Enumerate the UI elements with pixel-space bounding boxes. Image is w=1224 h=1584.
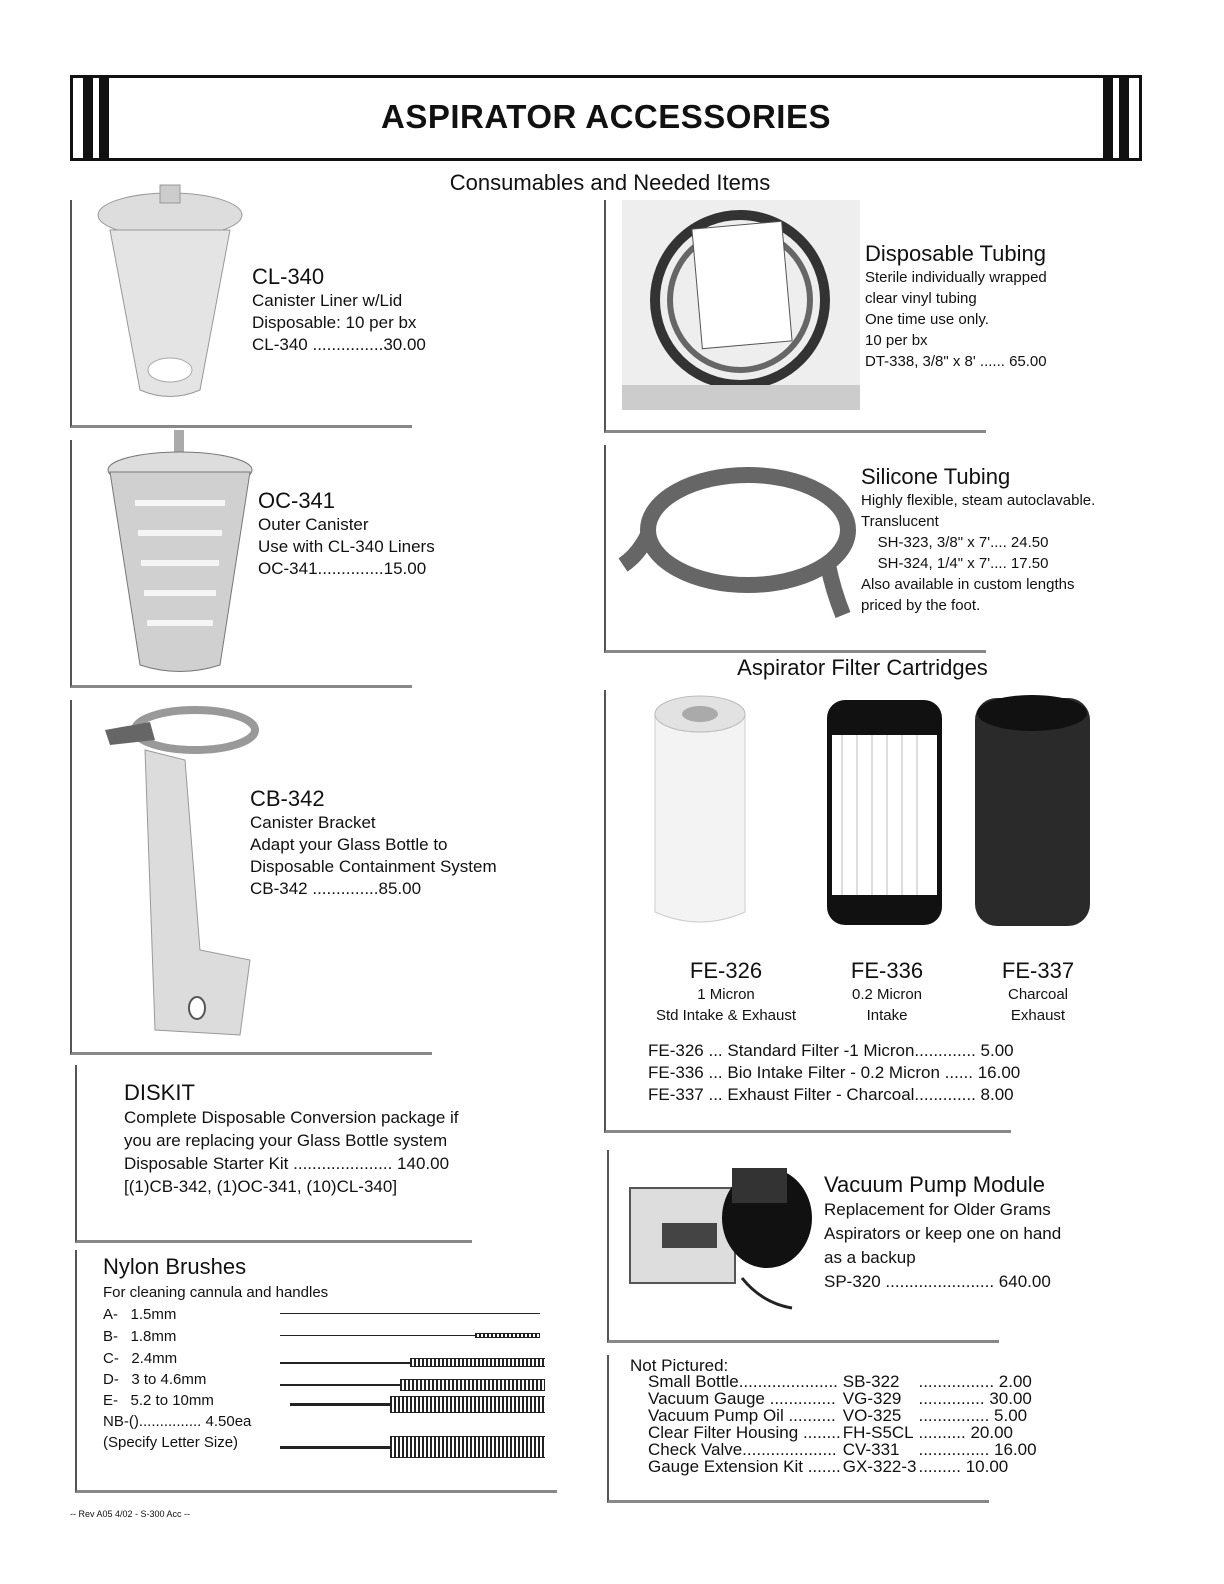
filter-price-list [648, 1040, 1020, 1106]
brush-row-c: C- 2.4mm [103, 1350, 178, 1367]
not-pictured-code: VO-325 [842, 1406, 902, 1425]
filter-fe336-line-2: Intake [866, 1007, 908, 1024]
cb342-price: CB-342 ..............85.00 [250, 879, 422, 898]
outer-canister-image [100, 430, 260, 680]
filter-fe337-image [970, 688, 1095, 933]
diskit-line-2: you are replacing your Glass Bottle system [124, 1131, 448, 1150]
filter-fe326-line-2: Std Intake & Exhaust [655, 1007, 797, 1024]
brush-e-bristles [390, 1396, 545, 1413]
not-pictured-table [648, 1373, 1037, 1475]
filter-fe336-line-1: 0.2 Micron [851, 986, 923, 1003]
oc341-block [258, 488, 518, 580]
cl340-line-1: Canister Liner w/Lid [252, 291, 403, 310]
filter-fe337-label [978, 958, 1098, 1026]
not-pictured-code: GX-322-3 [842, 1457, 917, 1476]
not-pictured-name: Vacuum Pump Oil .......... [648, 1406, 836, 1425]
disposable-tubing-line-4: 10 per bx [865, 332, 928, 349]
cb342-line-3: Disposable Containment System [250, 857, 497, 876]
disposable-tubing-image [622, 200, 860, 410]
cb342-code: CB-342 [250, 786, 325, 811]
disposable-tubing-title: Disposable Tubing [865, 241, 1047, 266]
brush-d-bristles [400, 1379, 545, 1391]
page-title: ASPIRATOR ACCESSORIES [381, 98, 831, 135]
brush-row-nb: NB-()............... 4.50ea [103, 1413, 252, 1430]
not-pictured-row [648, 1390, 1037, 1407]
canister-liner-image [90, 175, 250, 410]
header-banner [70, 75, 1142, 161]
cb342-line-2: Adapt your Glass Bottle to [250, 835, 448, 854]
silicone-tubing-title: Silicone Tubing [861, 464, 1011, 489]
cl340-code: CL-340 [252, 264, 325, 289]
not-pictured-row [648, 1441, 1037, 1458]
disposable-tubing-line-1: Sterile individually wrapped [865, 269, 1047, 286]
filter-fe326-code: FE-326 [689, 958, 763, 983]
brush-c-bristles [410, 1358, 545, 1367]
cl340-line-2: Disposable: 10 per bx [252, 313, 417, 332]
oc341-line-1: Outer Canister [258, 515, 369, 534]
filter-fe336-image [822, 690, 947, 935]
brush-b-bristles [475, 1333, 540, 1338]
filter-fe326-line-1: 1 Micron [697, 986, 755, 1003]
brush-row-specify: (Specify Letter Size) [103, 1434, 239, 1451]
not-pictured-price: ................ 2.00 [918, 1372, 1032, 1391]
silicone-tubing-line-2: Translucent [861, 513, 939, 530]
filters-title: Aspirator Filter Cartridges [737, 655, 988, 680]
filter-fe326-image [650, 692, 750, 932]
vacuum-pump-line-1: Replacement for Older Grams [824, 1200, 1051, 1219]
disposable-tubing-line-2: clear vinyl tubing [865, 290, 977, 307]
cl340-price: CL-340 ...............30.00 [252, 335, 426, 354]
not-pictured-title: Not Pictured: [630, 1356, 729, 1375]
diskit-line-4: [(1)CB-342, (1)OC-341, (10)CL-340] [124, 1177, 398, 1196]
vacuum-pump-title: Vacuum Pump Module [824, 1172, 1045, 1197]
filter-fe336-code: FE-336 [850, 958, 924, 983]
not-pictured-code: VG-329 [842, 1389, 902, 1408]
brush-a-image [280, 1313, 540, 1314]
nylon-title: Nylon Brushes [103, 1254, 247, 1279]
filter-fe336-label [827, 958, 947, 1026]
filter-price-fe326: FE-326 ... Standard Filter -1 Micron............. 5.00 [648, 1041, 1014, 1060]
filter-fe337-line-2: Exhaust [1010, 1007, 1066, 1024]
consumables-title: Consumables and Needed Items [449, 170, 771, 195]
not-pictured-row [648, 1407, 1037, 1424]
not-pictured-name: Check Valve.................... [648, 1440, 837, 1459]
not-pictured-name: Gauge Extension Kit ....... [648, 1457, 841, 1476]
cb342-line-1: Canister Bracket [250, 813, 376, 832]
disposable-tubing-line-3: One time use only. [865, 311, 989, 328]
oc341-line-2: Use with CL-340 Liners [258, 537, 435, 556]
not-pictured-name: Vacuum Gauge .............. [648, 1389, 836, 1408]
not-pictured-name: Small Bottle..................... [648, 1372, 838, 1391]
filter-fe337-line-1: Charcoal [1007, 986, 1069, 1003]
not-pictured-row [648, 1424, 1037, 1441]
not-pictured-price: ......... 10.00 [918, 1457, 1009, 1476]
silicone-tubing-line-1: Highly flexible, steam autoclavable. [861, 492, 1096, 509]
cb342-block [250, 786, 550, 900]
silicone-tubing-line-5: Also available in custom lengths [861, 576, 1075, 593]
filter-fe326-label [636, 958, 816, 1026]
not-pictured-price: .......... 20.00 [918, 1423, 1013, 1442]
silicone-tubing-sh323: SH-323, 3/8" x 7'.... 24.50 [861, 534, 1049, 551]
diskit-block [124, 1080, 524, 1198]
diskit-line-1: Complete Disposable Conversion package if [124, 1108, 459, 1127]
filter-price-fe336: FE-336 ... Bio Intake Filter - 0.2 Micron ...... 16.00 [648, 1063, 1021, 1082]
vacuum-pump-image [622, 1148, 822, 1318]
vacuum-pump-line-2: Aspirators or keep one on hand [824, 1224, 1062, 1243]
not-pictured-code: FH-S5CL [842, 1423, 914, 1442]
silicone-tubing-image [618, 455, 858, 620]
not-pictured-price: ............... 16.00 [918, 1440, 1037, 1459]
canister-bracket-image [100, 700, 260, 1040]
filter-price-fe337: FE-337 ... Exhaust Filter - Charcoal............. 8.00 [648, 1085, 1014, 1104]
not-pictured-price: ............... 5.00 [918, 1406, 1028, 1425]
oc341-code: OC-341 [258, 488, 336, 513]
filter-fe337-code: FE-337 [1001, 958, 1075, 983]
nylon-subtitle: For cleaning cannula and handles [103, 1284, 329, 1301]
not-pictured-price: .............. 30.00 [918, 1389, 1032, 1408]
brush-nb-bristles [390, 1436, 545, 1458]
vacuum-pump-line-3: as a backup [824, 1248, 916, 1267]
oc341-price: OC-341..............15.00 [258, 559, 427, 578]
disposable-tubing-price: DT-338, 3/8" x 8' ...... 65.00 [865, 353, 1047, 370]
silicone-tubing-block [861, 464, 1161, 616]
revision-footer: -- Rev A05 4/02 - S-300 Acc -- [70, 1509, 191, 1519]
brush-row-b: B- 1.8mm [103, 1328, 177, 1345]
silicone-tubing-line-6: priced by the foot. [861, 597, 981, 614]
brush-row-e: E- 5.2 to 10mm [103, 1392, 214, 1409]
not-pictured-code: CV-331 [842, 1440, 900, 1459]
not-pictured-row [648, 1458, 1037, 1475]
not-pictured-name: Clear Filter Housing ........ [648, 1423, 841, 1442]
diskit-line-3: Disposable Starter Kit ..................... 140.00 [124, 1154, 450, 1173]
brush-row-d: D- 3 to 4.6mm [103, 1371, 207, 1388]
brush-row-a: A- 1.5mm [103, 1306, 177, 1323]
not-pictured-code: SB-322 [842, 1372, 900, 1391]
vacuum-pump-price: SP-320 ....................... 640.00 [824, 1272, 1051, 1291]
disposable-tubing-block [865, 240, 1165, 372]
not-pictured-row [648, 1373, 1037, 1390]
diskit-code: DISKIT [124, 1080, 195, 1105]
vacuum-pump-block [824, 1171, 1144, 1294]
cl340-block [252, 264, 512, 356]
silicone-tubing-sh324: SH-324, 1/4" x 7'.... 17.50 [861, 555, 1049, 572]
